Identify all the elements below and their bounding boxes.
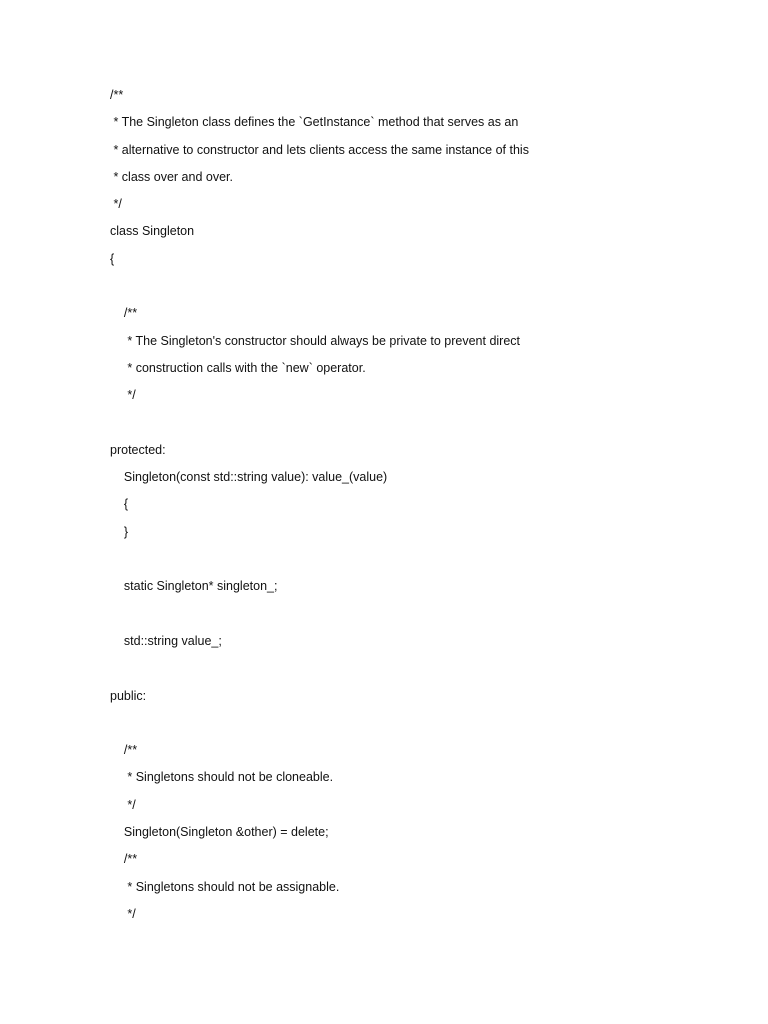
code-line [110,714,730,741]
code-line [110,550,730,577]
code-line: */ [110,197,122,212]
code-line: * alternative to constructor and lets clients access the same instance of this [110,142,529,157]
code-line: */ [110,797,136,812]
code-line: Singleton(const std::string value): value_(value) [110,470,388,485]
code-line: * Singletons should not be assignable. [110,879,340,894]
code-line: { [110,251,115,266]
code-line: /** [110,743,138,758]
code-line: * The Singleton class defines the `GetInstance` method that serves as an [110,115,519,130]
code-line: static Singleton* singleton_; [110,579,278,594]
code-line: * Singletons should not be cloneable. [110,770,334,785]
code-line: * class over and over. [110,169,233,184]
code-line: * construction calls with the `new` operator. [110,360,366,375]
code-line [110,659,730,686]
code-line: { [110,497,129,512]
code-line: } [110,524,129,539]
code-line: class Singleton [110,224,195,239]
code-line: protected: [110,442,166,457]
code-line: /** [110,88,124,102]
code-line: /** [110,306,138,321]
code-line [110,414,730,441]
code-line: std::string value_; [110,633,222,648]
code-listing [110,86,730,932]
code-line [110,277,730,304]
code-line: /** [110,852,138,867]
code-line: * The Singleton's constructor should always be private to prevent direct [110,333,521,348]
code-line: Singleton(Singleton &other) = delete; [110,825,329,840]
code-line: */ [110,388,136,403]
code-line [110,605,730,632]
code-line: */ [110,906,136,921]
code-line: public: [110,688,147,703]
